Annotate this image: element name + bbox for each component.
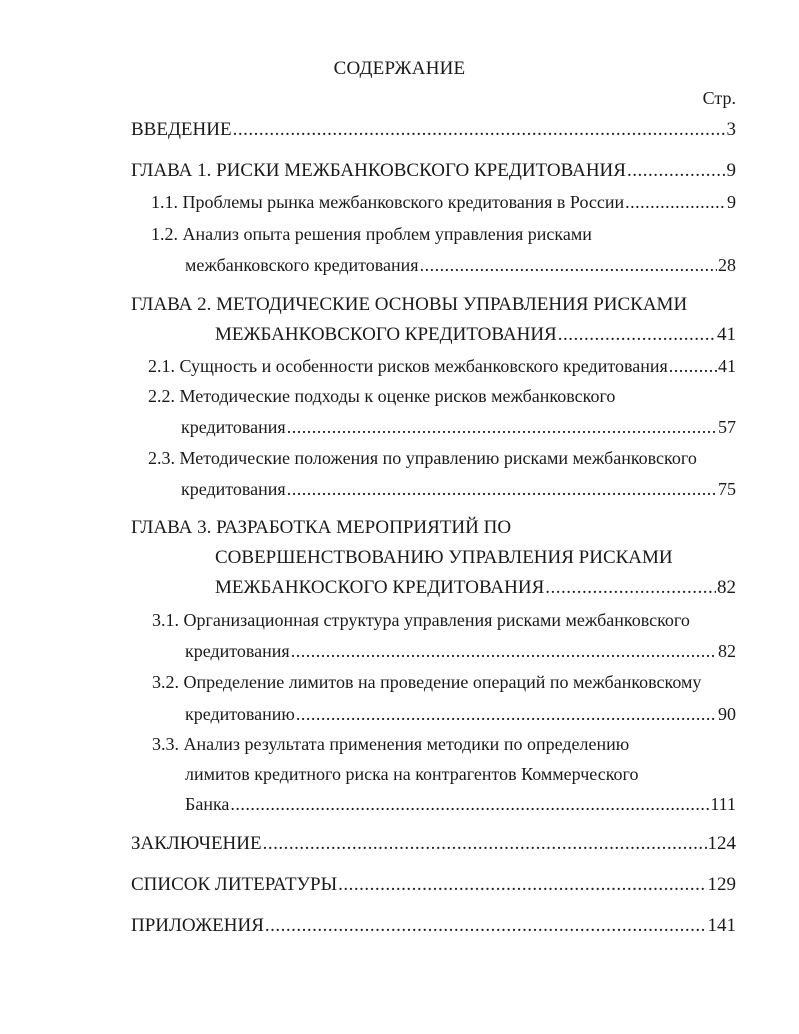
toc-page-number: 124 — [707, 833, 736, 854]
toc-page-number: 57 — [718, 417, 736, 437]
toc-page-number: 3 — [726, 119, 736, 140]
leader-dots — [233, 119, 726, 141]
toc-page-number: 82 — [717, 577, 736, 598]
toc-entry-references[interactable] — [131, 874, 736, 896]
toc-page-number: 28 — [718, 255, 736, 275]
leader-dots — [669, 355, 717, 377]
toc-page-number: 41 — [718, 356, 736, 376]
leader-dots — [287, 478, 717, 500]
toc-entry-text: Банка — [185, 794, 230, 814]
page-column-header: Стр. — [702, 88, 736, 108]
toc-entry-chapter-2[interactable] — [215, 324, 736, 346]
toc-entry-text: СПИСОК ЛИТЕРАТУРЫ — [131, 874, 338, 895]
toc-page-number: 90 — [718, 704, 736, 724]
toc-entry-text: МЕЖБАНКОВСКОГО КРЕДИТОВАНИЯ — [215, 324, 557, 345]
leader-dots — [296, 703, 717, 725]
toc-entry-text: кредитования — [181, 417, 286, 437]
leader-dots — [287, 416, 717, 438]
toc-entry-conclusion[interactable] — [131, 833, 736, 855]
toc-entry-section-1-1[interactable] — [151, 191, 736, 213]
toc-entry-appendix[interactable] — [131, 915, 736, 937]
toc-page-number: 9 — [726, 160, 736, 181]
toc-entry-text: межбанковского кредитования — [185, 255, 419, 275]
toc-entry-text: 2.1. Сущность и особенности рисков межбанковского кредитования — [148, 356, 668, 376]
toc-entry-text: МЕЖБАНКОСКОГО КРЕДИТОВАНИЯ — [215, 577, 545, 598]
toc-entry-text: ВВЕДЕНИЕ — [131, 119, 232, 140]
leader-dots — [420, 254, 717, 276]
leader-dots — [263, 833, 707, 855]
leader-dots — [627, 160, 726, 182]
toc-page-number: 129 — [707, 874, 736, 895]
toc-entry-section-2-2-line1: 2.2. Методические подходы к оценке рисков межбанковского — [148, 386, 616, 406]
toc-page-number: 41 — [717, 324, 736, 345]
toc-page-number: 141 — [707, 915, 736, 936]
toc-entry-text: кредитования — [181, 479, 286, 499]
toc-entry-section-2-2[interactable] — [181, 416, 736, 438]
toc-entry-text: ПРИЛОЖЕНИЯ — [131, 915, 264, 936]
page-title: СОДЕРЖАНИЕ — [333, 58, 466, 79]
toc-entry-intro[interactable] — [131, 119, 736, 141]
toc-entry-text: кредитованию — [185, 704, 295, 724]
toc-entry-section-2-3-line1: 2.3. Методические положения по управлению рисками межбанковского — [148, 448, 697, 468]
toc-entry-section-3-1[interactable] — [185, 640, 736, 662]
toc-page-number: 82 — [718, 641, 736, 661]
toc-entry-chapter-1[interactable] — [131, 160, 736, 182]
toc-entry-text: ГЛАВА 1. РИСКИ МЕЖБАНКОВСКОГО КРЕДИТОВАНИЯ — [131, 160, 626, 181]
toc-entry-section-3-2[interactable] — [185, 703, 736, 725]
toc-entry-section-1-2[interactable] — [185, 254, 736, 276]
toc-entry-chapter-3-line1: ГЛАВА 3. РАЗРАБОТКА МЕРОПРИЯТИЙ ПО — [131, 517, 512, 538]
toc-entry-section-3-2-line1: 3.2. Определение лимитов на проведение операций по межбанковскому — [152, 672, 702, 692]
toc-entry-section-3-3[interactable] — [185, 793, 736, 815]
leader-dots — [338, 874, 706, 896]
toc-entry-section-1-2-line1: 1.2. Анализ опыта решения проблем управления рисками — [151, 224, 592, 244]
leader-dots — [230, 793, 709, 815]
leader-dots — [265, 915, 707, 937]
leader-dots — [291, 640, 717, 662]
leader-dots — [545, 577, 716, 599]
toc-entry-text: кредитования — [185, 641, 290, 661]
toc-entry-text: 1.1. Проблемы рынка межбанковского кредитования в России — [151, 192, 625, 212]
toc-entry-chapter-2-line1: ГЛАВА 2. МЕТОДИЧЕСКИЕ ОСНОВЫ УПРАВЛЕНИЯ РИСКАМИ — [131, 294, 688, 315]
leader-dots — [558, 324, 716, 346]
toc-page-number: 75 — [718, 479, 736, 499]
leader-dots — [625, 191, 726, 213]
toc-entry-section-3-1-line1: 3.1. Организационная структура управления рисками межбанковского — [152, 610, 690, 630]
toc-page-number: 111 — [710, 794, 736, 814]
toc-entry-section-3-3-line2: лимитов кредитного риска на контрагентов Коммерческого — [185, 764, 639, 784]
toc-entry-chapter-3[interactable] — [215, 577, 736, 599]
toc-entry-text: ЗАКЛЮЧЕНИЕ — [131, 833, 262, 854]
toc-entry-section-3-3-line1: 3.3. Анализ результата применения методики по определению — [152, 734, 630, 754]
toc-entry-section-2-3[interactable] — [181, 478, 736, 500]
toc-entry-chapter-3-line2: СОВЕРШЕНСТВОВАНИЮ УПРАВЛЕНИЯ РИСКАМИ — [215, 547, 673, 568]
toc-entry-section-2-1[interactable] — [148, 355, 736, 377]
toc-page-number: 9 — [727, 192, 736, 212]
